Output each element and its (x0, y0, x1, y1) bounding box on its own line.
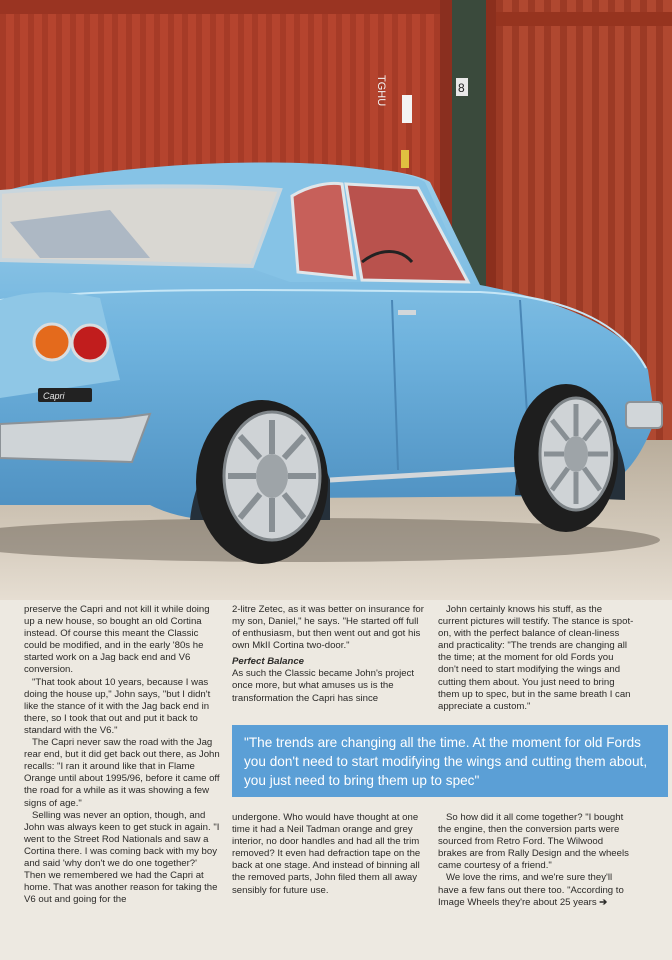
article-column-1 (24, 604, 220, 906)
tail-light-right (72, 325, 108, 361)
body-paragraph (438, 872, 634, 908)
capri-badge: Capri (43, 391, 65, 401)
article-column-3-bottom (438, 812, 634, 909)
body-paragraph: So how did it all come together? "I bought the engine, then the conversion parts were sourced from Retro Ford. The Wilwood brakes are from Rally Design and the wheels came courtesy of a friend." (438, 812, 629, 872)
article-column-2-bottom (232, 812, 428, 897)
article-column-3-top (438, 604, 634, 713)
body-paragraph: Selling was never an option, though, and John was always keen to get stuck in again. "I went to the Street Rod Nationals and saw a Cortina there. I was coming back with my boy and said 'why don't we do one together?' Then we remembered we had the Capri at home. That was another reason for taking the V6 out and going for the (24, 809, 220, 906)
continue-arrow-icon: ➔ (599, 896, 608, 908)
svg-text:TGHU: TGHU (375, 75, 387, 107)
body-paragraph: 2-litre Zetec, as it was better on insurance for my son, Daniel," he says. "He started off full of enthusiasm, but then went out and got his own MkII Cortina two-door." (232, 604, 424, 652)
pull-quote: "The trends are changing all the time. At the moment for old Fords you don't need to start modifying the wings and cutting them about, you just need to bring them up to spec" (232, 725, 668, 797)
rear-wheel (196, 400, 328, 564)
body-paragraph: undergone. Who would have thought at one time it had a Neil Tadman orange and grey interior, no door handles and had all the trim removed? It even had defraction tape on the back at one stage. And instead of binning all the removed parts, John filed them all away sensibly for future use. (232, 812, 421, 896)
front-wheel (514, 384, 618, 532)
body-paragraph: The Capri never saw the road with the Jag rear end, but it did get back out there, as John recalls: "I ran it around like that in Flame Orange until about 1995/96, before it came off the road for a while as it was showing a few signs of age." (24, 737, 220, 809)
article-column-2-top (232, 604, 428, 705)
svg-text:8: 8 (458, 81, 465, 95)
body-paragraph: John certainly knows his stuff, as the current pictures will testify. The stance is spot-on, with the perfect balance of clean-liness and practicality: "The trends are changing all the time; at the moment for old Fords you don't need to start modifying the wings and cutting them about. You just need to bring them up to spec, but in the same breath I can appreciate a custom." (438, 604, 634, 712)
body-paragraph: preserve the Capri and not kill it while doing up a new house, so bought an old Cortina instead. Of course this meant the Classic could be modified, and in the early '80s he started work on a Jag back end and V6 conversion. (24, 604, 210, 676)
body-paragraph: "That took about 10 years, because I was doing the house up," John says, "but I didn't like the stance of it with the Jag back end in there, so I took that out and put it back to standard with the V6." (24, 676, 211, 736)
body-paragraph: As such the Classic became John's project once more, but what amuses us is the transformation the Capri has since (232, 668, 415, 704)
section-heading: Perfect Balance (232, 656, 304, 668)
front-bumper (626, 402, 662, 428)
tail-light-left (34, 324, 70, 360)
body-text: We love the rims, and we're sure they'll have a few fans out there too. "According to Image Wheels they're about 25 years (438, 872, 624, 908)
